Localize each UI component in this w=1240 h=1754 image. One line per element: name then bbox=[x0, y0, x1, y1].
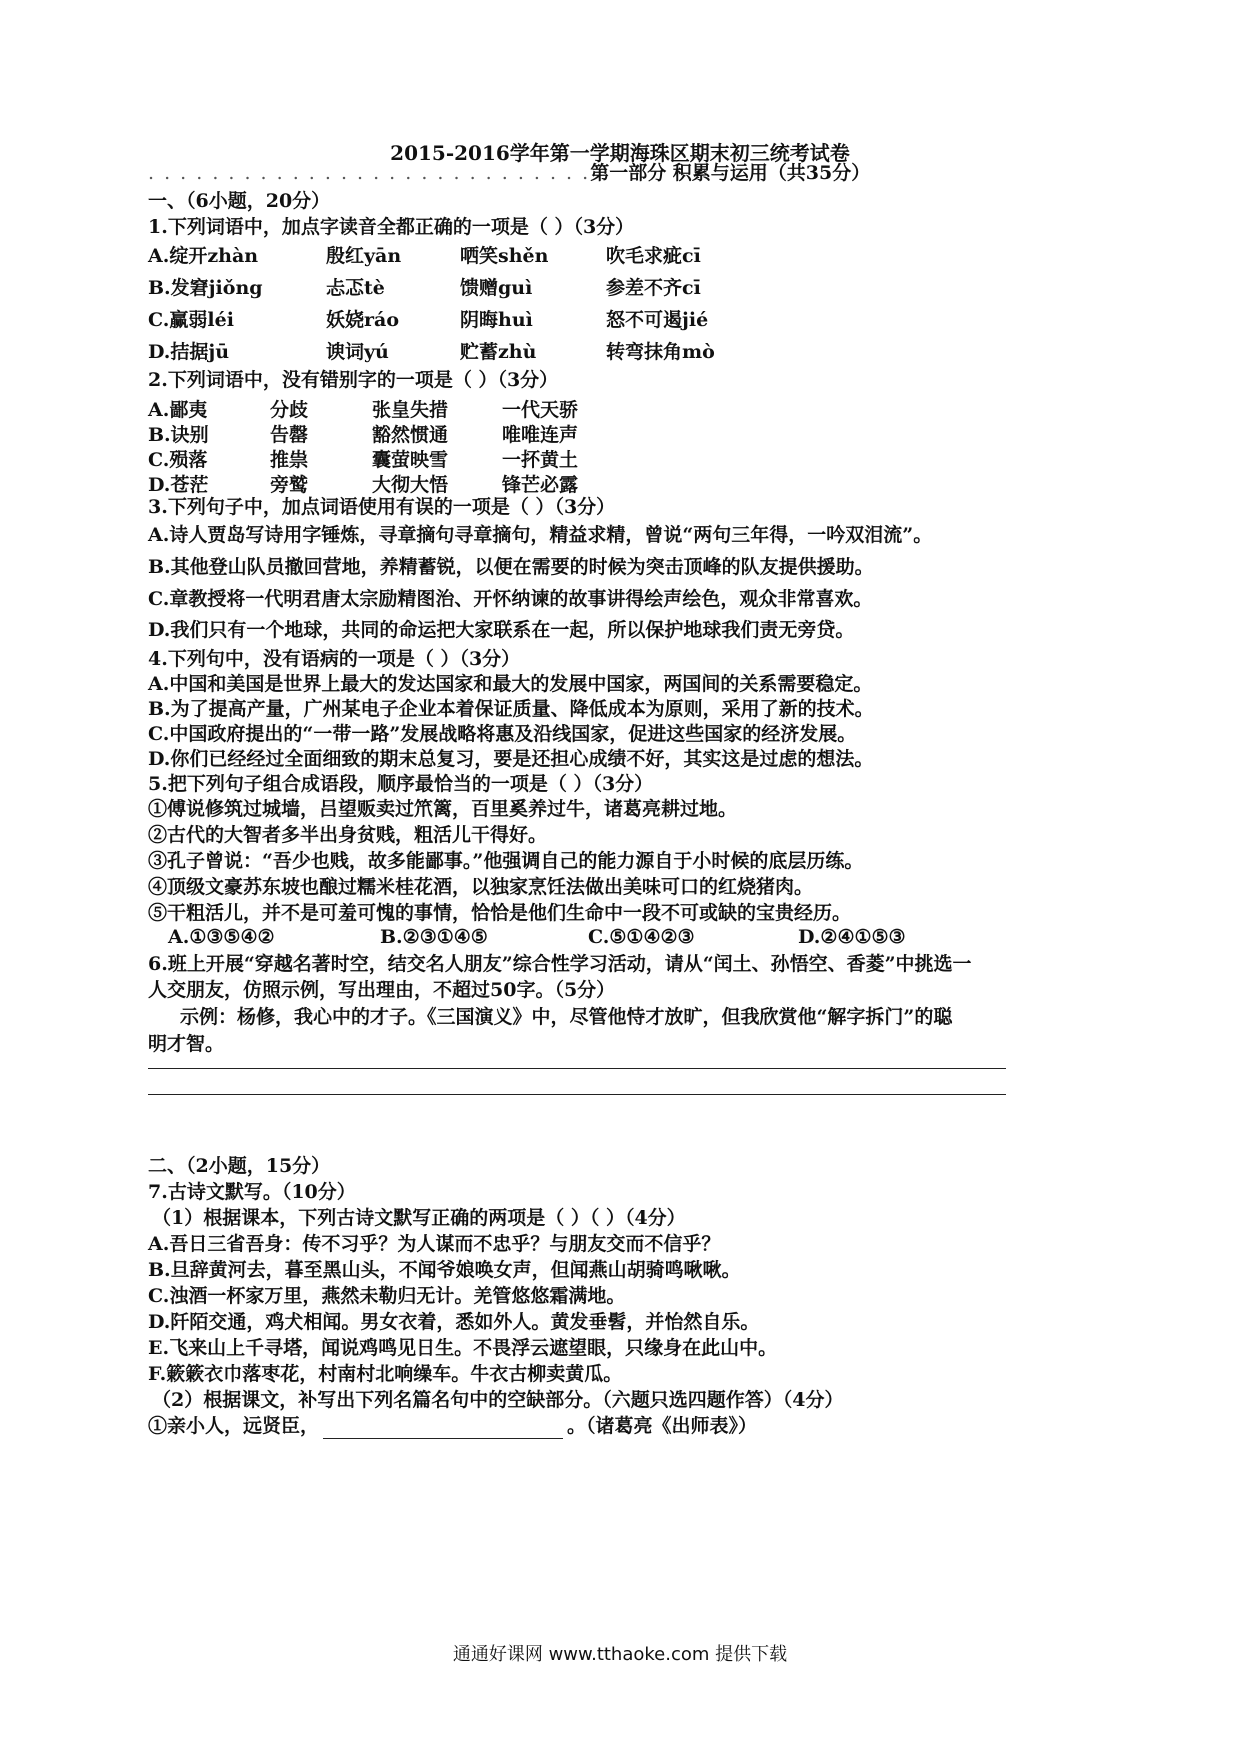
q6-line-2: 人交朋友，仿照示例，写出理由，不超过50字。（5分） bbox=[148, 979, 616, 1001]
q4-option-b: B.为了提高产量，广州某电子企业本着保证质量、降低成本为原则，采用了新的技术。 bbox=[148, 698, 874, 720]
q3-stem: 3.下列句子中，加点词语使用有误的一项是（ ）（3分） bbox=[148, 496, 616, 518]
q7-fill-1: ①亲小人，远贤臣， 。（诸葛亮《出师表》） bbox=[148, 1415, 758, 1437]
q4-option-d: D.你们已经经过全面细致的期末总复习，要是还担心成绩不好，其实这是过虑的想法。 bbox=[148, 748, 874, 770]
q3-option-b: B.其他登山队员撤回营地，养精蓄锐，以便在需要的时候为突击顶峰的队友提供援助。 bbox=[148, 556, 874, 578]
q5-sentence-2: ②古代的大智者多半出身贫贱，粗活儿干得好。 bbox=[148, 824, 548, 846]
q3-option-c: C.章教授将一代明君唐太宗励精图治、开怀纳谏的故事讲得绘声绘色，观众非常喜欢。 bbox=[148, 588, 873, 610]
q4-stem: 4.下列句中，没有语病的一项是（ ）（3分） bbox=[148, 648, 521, 670]
q3-option-d: D.我们只有一个地球，共同的命运把大家联系在一起，所以保护地球我们责无旁贷。 bbox=[148, 619, 855, 641]
q7-option-c: C.浊酒一杯家万里，燕然未勒归无计。羌管悠悠霜满地。 bbox=[148, 1285, 626, 1307]
q7-option-d: D.阡陌交通，鸡犬相闻。男女衣着，悉如外人。黄发垂髫，并怡然自乐。 bbox=[148, 1311, 760, 1333]
q6-line-1: 6.班上开展“穿越名著时空，结交名人朋友”综合性学习活动，请从“闰土、孙悟空、香菱”中挑选一 bbox=[148, 953, 972, 975]
q6-example-end: 明才智。 bbox=[148, 1033, 225, 1055]
q6-example: 示例：杨修，我心中的才子。《三国演义》中，尽管他恃才放旷，但我欣赏他“解字拆门”的聪 bbox=[180, 1006, 953, 1028]
q7-option-b: B.旦辞黄河去，暮至黑山头，不闻爷娘唤女声，但闻燕山胡骑鸣啾啾。 bbox=[148, 1259, 741, 1281]
q7-option-e: E.飞来山上千寻塔，闻说鸡鸣见日生。不畏浮云遮望眼，只缘身在此山中。 bbox=[148, 1337, 778, 1359]
q7-option-f: F.簌簌衣巾落枣花，村南村北响缲车。牛衣古柳卖黄瓜。 bbox=[148, 1363, 623, 1385]
q7-part2-stem: （2）根据课文，补写出下列名篇名句中的空缺部分。（六题只选四题作答）（4分） bbox=[152, 1389, 844, 1411]
q1-stem: 1.下列词语中，加点字读音全都正确的一项是（ ）（3分） bbox=[148, 216, 635, 238]
q2-stem: 2.下列词语中，没有错别字的一项是（ ）（3分） bbox=[148, 369, 559, 391]
section2-heading: 二、（2小题，15分） bbox=[148, 1155, 331, 1177]
q3-option-a: A.诗人贾岛写诗用字锤炼，寻章摘句寻章摘句，精益求精，曾说“两句三年得，一吟双泪流”。 bbox=[148, 524, 933, 546]
answer-line bbox=[148, 1068, 1006, 1069]
q5-sentence-3: ③孔子曾说：“吾少也贱，故多能鄙事。”他强调自己的能力源自于小时候的底层历练。 bbox=[148, 850, 864, 872]
q5-sentence-5: ⑤干粗活儿，并不是可羞可愧的事情，恰恰是他们生命中一段不可或缺的宝贵经历。 bbox=[148, 902, 852, 924]
q7-part1-stem: （1）根据课本，下列古诗文默写正确的两项是（ ）（ ）（4分） bbox=[152, 1207, 686, 1229]
page-footer: 通通好课网 www.tthaoke.com 提供下载 bbox=[452, 1644, 788, 1665]
q7-stem: 7.古诗文默写。（10分） bbox=[148, 1181, 356, 1203]
q7-option-a: A.吾日三省吾身：传不习乎？为人谋而不忠乎？与朋友交而不信乎？ bbox=[148, 1233, 721, 1255]
q5-stem: 5.把下列句子组合成语段，顺序最恰当的一项是（ ）（3分） bbox=[148, 773, 654, 795]
exam-page: 2015-2016学年第一学期海珠区期末初三统考试卷 . . . . . . . . . . . . . . . . . . . . . . . . . . . .第一部分 积累与运用（共35分） 一、（6小题，20分） 1.下列词语中，加点字读音全都正确的一项是（ ）（3分） A.绽开zhàn 殷红yān 哂笑shěn 吹毛求疵cī B.发窘jiǒng 忐忑tè 馈赠guì 参差不齐cī C.赢弱léi 妖娆ráo 阴晦huì 怒不可遏jié D.拮据jū 谀词yú 贮蓄zhù 转弯抹角mò 2.下列词语中，没有错别字的一项是（ ）（3分） A.鄙夷 分歧 张皇失措 一代天骄 B.诀别 告罄 豁然惯通 唯唯连声 C.殒落 推祟 囊萤映雪 一抔黄土 D.苍茫 旁鹫 大彻大悟 锋芒必露 3.下列句子中，加点词语使用有误的一项是（ ）（3分） A.诗人贾岛写诗用字锤炼，寻章摘句寻章摘句，精益求精，曾说“两句三年得，一吟双泪流”。 B.其他登山队员撤回营地，养精蓄锐，以便在需要的时候为突击顶峰的队友提供援助。 C.章教授将一代明君唐太宗励精图治、开怀纳谏的故事讲得绘声绘色，观众非常喜欢。 D.我们只有一个地球，共同的命运把大家联系在一起，所以保护地球我们责无旁贷。 4.下列句中，没有语病的一项是（ ）（3分） A.中国和美国是世界上最大的发达国家和最大的发展中国家，两国间的关系需要稳定。 B.为了提高产量，广州某电子企业本着保证质量、降低成本为原则，采用了新的技术。 C.中国政府提出的“一带一路”发展战略将惠及沿线国家，促进这些国家的经济发展。 D.你们已经经过全面细致的期末总复习，要是还担心成绩不好，其实这是过虑的想法。 5.把下列句子组合成语段，顺序最恰当的一项是（ ）（3分） ①傅说修筑过城墙，吕望贩卖过笊篱，百里奚养过牛，诸葛亮耕过地。 ②古代的大智者多半出身贫贱，粗活儿干得好。 ③孔子曾说：“吾少也贱，故多能鄙事。”他强调自己的能力源自于小时候的底层历练。 ④顶级文豪苏东坡也酿过糯米桂花酒，以独家烹饪法做出美味可口的红烧猪肉。 ⑤干粗活儿，并不是可羞可愧的事情，恰恰是他们生命中一段不可或缺的宝贵经历。 A.①③⑤④② B.②③①④⑤ C.⑤①④②③ D.②④①⑤③ 6.班上开展“穿越名著时空，结交名人朋友”综合性学习活动，请从“闰土、孙悟空、香菱”中挑选一 人交朋友，仿照示例，写出理由，不超过50字。（5分） 示例：杨修，我心中的才子。《三国演义》中，尽管他恃才放旷，但我欣赏他“解字拆门”的聪 明才智。 二、（2小题，15分） 7.古诗文默写。（10分） （1）根据课本，下列古诗文默写正确的两项是（ ）（ ）（4分） A.吾日三省吾身：传不习乎？为人谋而不忠乎？与朋友交而不信乎？ B.旦辞黄河去，暮至黑山头，不闻爷娘唤女声，但闻燕山胡骑鸣啾啾。 C.浊酒一杯家万里，燕然未勒归无计。羌管悠悠霜满地。 D.阡陌交通，鸡犬相闻。男女衣着，悉如外人。黄发垂髫，并怡然自乐。 E.飞来山上千寻塔，闻说鸡鸣见日生。不畏浮云遮望眼，只缘身在此山中。 F.簌簌衣巾落枣花，村南村北响缲车。牛衣古柳卖黄瓜。 （2）根据课文，补写出下列名篇名句中的空缺部分。（六题只选四题作答）（4分） ①亲小人，远贤臣， 。（诸葛亮《出师表》） 通通好课网 www.tthaoke.com 提供下载 bbox=[0, 0, 1240, 1754]
answer-line bbox=[148, 1094, 1006, 1095]
exam-title: 2015-2016学年第一学期海珠区期末初三统考试卷 bbox=[390, 141, 850, 165]
q5-sentence-1: ①傅说修筑过城墙，吕望贩卖过笊篱，百里奚养过牛，诸葛亮耕过地。 bbox=[148, 798, 738, 820]
part1-heading: . . . . . . . . . . . . . . . . . . . . . . . . . . . .第一部分 积累与运用（共35分） bbox=[148, 162, 871, 184]
q5-sentence-4: ④顶级文豪苏东坡也酿过糯米桂花酒，以独家烹饪法做出美味可口的红烧猪肉。 bbox=[148, 876, 814, 898]
q4-option-c: C.中国政府提出的“一带一路”发展战略将惠及沿线国家，促进这些国家的经济发展。 bbox=[148, 723, 857, 745]
fill-blank[interactable] bbox=[323, 1418, 563, 1439]
q4-option-a: A.中国和美国是世界上最大的发达国家和最大的发展中国家，两国间的关系需要稳定。 bbox=[148, 673, 873, 695]
section1-heading: 一、（6小题，20分） bbox=[148, 190, 331, 212]
